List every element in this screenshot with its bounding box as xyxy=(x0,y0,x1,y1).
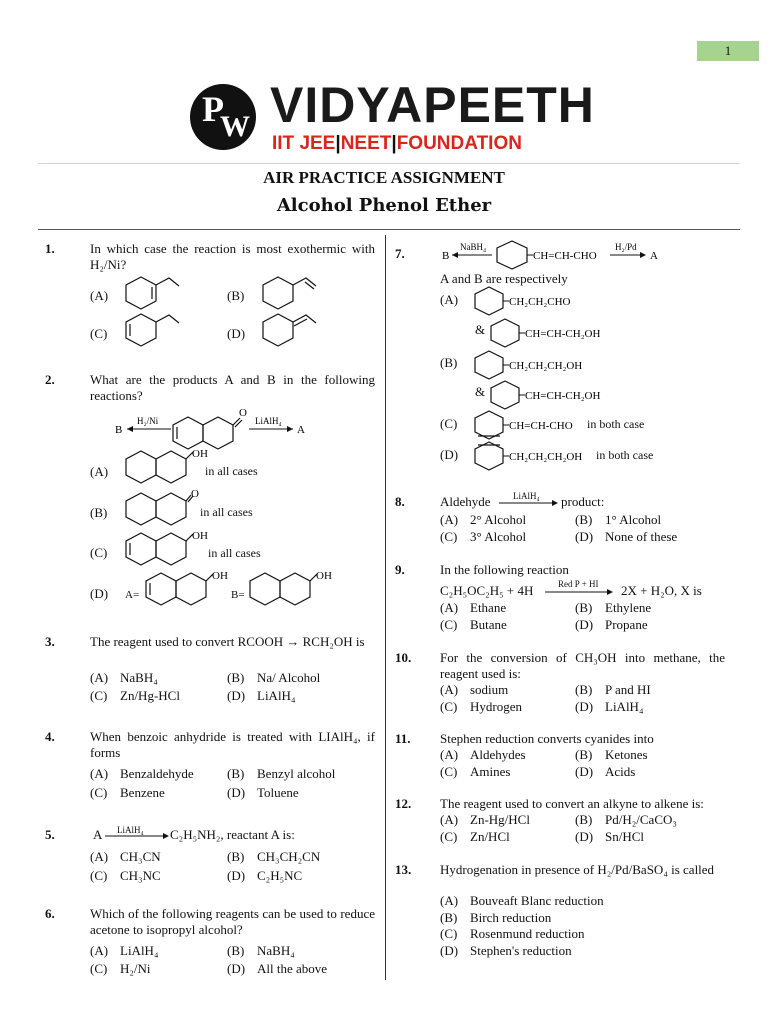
option-text: 2° Alcohol xyxy=(470,512,527,527)
option-a xyxy=(440,747,526,763)
option-c xyxy=(440,529,526,545)
tagline-separator: | xyxy=(391,133,397,154)
decalone-structure xyxy=(121,490,211,530)
option-label: (B) xyxy=(227,670,245,685)
product-b-structure xyxy=(245,570,335,610)
option-label: (A) xyxy=(440,747,459,762)
vinylcyclohexane-structure xyxy=(258,274,333,314)
question-text: When benzoic anhydride is treated with LIAlH₄, if forms xyxy=(90,729,375,760)
option-label: (B) xyxy=(227,849,245,864)
option-text: Pd/H₂/CaCO₃ xyxy=(605,812,677,827)
option-label: (A) xyxy=(90,943,109,958)
side-chain: CH=CH-CH₂OH xyxy=(525,328,601,340)
question-number: 11. xyxy=(395,731,411,746)
option-label: (C) xyxy=(440,926,458,941)
methylcyclohexene-structure xyxy=(121,274,191,314)
option-c xyxy=(90,785,165,801)
ethylcyclohexene-structure xyxy=(121,311,191,351)
option-text: 3° Alcohol xyxy=(470,529,527,544)
option-text: Aldehydes xyxy=(470,747,526,762)
title-divider xyxy=(38,229,740,230)
question-7 xyxy=(395,238,730,478)
option-b xyxy=(575,512,661,528)
scheme-label-a: A xyxy=(650,250,658,262)
option-label: (D) xyxy=(575,529,594,544)
product-a-structure xyxy=(141,570,231,610)
hydroxyl-label: OH xyxy=(316,570,332,582)
option-label: (A) xyxy=(90,670,109,685)
side-chain: CH₂CH₂CH₂OH xyxy=(509,360,583,372)
option-label: (C) xyxy=(90,868,108,883)
question-text: What are the products A and B in the following reactions? xyxy=(90,372,375,403)
option-label: (A) xyxy=(440,812,459,827)
question-10 xyxy=(395,650,730,720)
option-label: (D) xyxy=(227,868,246,883)
question-text: In which case the reaction is most exothermic with H₂/Ni? xyxy=(90,241,375,272)
option-b-label: (B) xyxy=(227,288,245,303)
question-4 xyxy=(45,729,375,804)
option-label: (D) xyxy=(575,699,594,714)
option-text: sodium xyxy=(470,682,509,697)
reaction-arrow-icon xyxy=(105,831,170,841)
hydroxyl-label: OH xyxy=(212,570,228,582)
option-text: Zn/HCl xyxy=(470,829,510,844)
option-text: 1° Alcohol xyxy=(605,512,662,527)
q7-reaction-scheme xyxy=(440,238,670,272)
option-d-suffix: in both case xyxy=(596,448,654,462)
option-b-label: (B) xyxy=(440,355,458,370)
option-text: LiAlH₄ xyxy=(605,699,644,714)
option-d-label: (D) xyxy=(440,447,459,462)
page-title: AIR PRACTICE ASSIGNMENT xyxy=(263,168,505,187)
option-d xyxy=(227,688,295,704)
option-text: None of these xyxy=(605,529,678,544)
option-label: (B) xyxy=(575,512,593,527)
q2-reaction-scheme xyxy=(113,404,313,454)
q8-product: product: xyxy=(561,494,605,509)
option-d xyxy=(227,868,302,884)
option-c xyxy=(440,926,584,942)
question-8 xyxy=(395,488,730,548)
option-text: Ethylene xyxy=(605,600,652,615)
option-d xyxy=(227,785,299,801)
option-text: Zn/Hg-HCl xyxy=(120,688,180,703)
option-text: C₂H₅NC xyxy=(257,868,303,883)
option-a xyxy=(440,600,506,616)
option-d xyxy=(575,829,644,845)
option-d xyxy=(227,961,327,977)
cyclohexenyl-propenal-structure xyxy=(473,410,593,440)
option-label: (D) xyxy=(440,943,459,958)
option-d-b-label: B= xyxy=(231,589,245,601)
option-a xyxy=(440,512,526,528)
option-a-label: (A) xyxy=(440,292,459,307)
scheme-reagent-nabh4: NaBH₄ xyxy=(460,242,487,252)
option-label: (A) xyxy=(440,893,459,908)
option-label: (C) xyxy=(440,617,458,632)
option-text: CH₃CN xyxy=(120,849,161,864)
option-label: (B) xyxy=(440,910,458,925)
q5-product: C₂H₅NH₂, reactant A is: xyxy=(170,827,295,842)
q8-reactant: Aldehyde xyxy=(440,494,491,509)
scheme-reagent-h2pd: H₂/Pd xyxy=(615,242,637,252)
option-b xyxy=(227,849,320,865)
option-label: (B) xyxy=(575,747,593,762)
question-number: 10. xyxy=(395,650,412,665)
question-11 xyxy=(395,731,730,786)
question-text: For the conversion of CH₃OH into methane, the reagent used is: xyxy=(440,650,725,681)
scheme-chain: CH=CH-CHO xyxy=(533,250,597,262)
option-a xyxy=(90,766,194,782)
option-label: (C) xyxy=(90,688,108,703)
question-number: 7. xyxy=(395,246,405,261)
option-label: (A) xyxy=(440,682,459,697)
cyclohexyl-propanol-structure xyxy=(473,350,613,380)
question-number: 12. xyxy=(395,796,412,811)
option-b xyxy=(575,747,648,763)
option-text: All the above xyxy=(257,961,328,976)
option-text: H₂/Ni xyxy=(120,961,151,976)
option-c xyxy=(440,617,507,633)
question-text: Hydrogenation in presence of H₂/Pd/BaSO₄ is called xyxy=(440,862,715,877)
option-text: CH₃CH₂CN xyxy=(257,849,321,864)
question-5 xyxy=(45,822,375,887)
option-label: (A) xyxy=(90,766,109,781)
ampersand: & xyxy=(475,384,486,399)
option-d xyxy=(575,617,648,633)
option-d-label: (D) xyxy=(90,586,109,601)
option-text: Benzaldehyde xyxy=(120,766,194,781)
tagline-neet: NEET xyxy=(340,133,392,154)
question-number: 1. xyxy=(45,241,55,256)
option-c-label: (C) xyxy=(90,326,108,341)
option-a xyxy=(90,849,161,865)
reaction-arrow-icon xyxy=(545,587,615,597)
question-number: 13. xyxy=(395,862,412,877)
carbonyl-oxygen: O xyxy=(191,490,199,500)
ampersand: & xyxy=(475,322,486,337)
option-label: (D) xyxy=(575,829,594,844)
q9-reagent: Red P + HI xyxy=(558,579,599,589)
option-text: Propane xyxy=(605,617,648,632)
option-label: (C) xyxy=(440,699,458,714)
option-text: Toluene xyxy=(257,785,299,800)
ethylidenecyclohexane-structure xyxy=(258,311,333,351)
option-a xyxy=(440,682,508,698)
option-text: P and HI xyxy=(605,682,651,697)
option-a-suffix: in all cases xyxy=(205,464,258,478)
option-label: (D) xyxy=(227,785,246,800)
scheme-reagent-lialh4: LiAlH₄ xyxy=(255,416,282,426)
question-3 xyxy=(45,634,375,709)
option-c xyxy=(90,688,180,704)
question-1 xyxy=(45,241,375,356)
question-text: Which of the following reagents can be used to reduce acetone to isopropyl alcohol? xyxy=(90,906,375,937)
side-chain: CH=CH-CH₂OH xyxy=(525,390,601,402)
option-label: (A) xyxy=(440,512,459,527)
reaction-arrow-icon xyxy=(499,498,559,508)
option-c-suffix: in both case xyxy=(587,417,645,431)
option-label: (D) xyxy=(227,688,246,703)
tagline-foundation: FOUNDATION xyxy=(396,133,522,154)
option-c xyxy=(90,961,151,977)
question-number: 3. xyxy=(45,634,55,649)
page-subtitle: Alcohol Phenol Ether xyxy=(276,195,492,216)
question-text: Stephen reduction converts cyanides into xyxy=(440,731,654,746)
option-label: (D) xyxy=(575,764,594,779)
option-c-label: (C) xyxy=(90,545,108,560)
question-number: 6. xyxy=(45,906,55,921)
question-13 xyxy=(395,862,730,962)
hydroxyl-label: OH xyxy=(192,530,208,542)
option-text: Ketones xyxy=(605,747,648,762)
option-a xyxy=(90,943,158,959)
option-label: (D) xyxy=(575,617,594,632)
carbonyl-oxygen: O xyxy=(239,407,247,419)
question-text: The reagent used to convert RCOOH → RCH₂OH is xyxy=(90,634,365,649)
option-a-label: (A) xyxy=(90,288,109,303)
side-chain: CH₂CH₂CH₂OH xyxy=(509,451,583,463)
question-number: 9. xyxy=(395,562,405,577)
logo-letter-w: W xyxy=(220,110,250,143)
question-12 xyxy=(395,796,730,851)
side-chain: CH₂CH₂CHO xyxy=(509,296,571,308)
cyclohexyl-allyl-alcohol-structure xyxy=(489,318,629,348)
option-text: Bouveaft Blanc reduction xyxy=(470,893,604,908)
option-d xyxy=(575,699,643,715)
question-number: 2. xyxy=(45,372,55,387)
option-text: Benzene xyxy=(120,785,165,800)
q9-products: 2X + H₂O, X is xyxy=(621,583,702,598)
tagline-iitjee: IIT JEE xyxy=(272,133,336,154)
option-text: NaBH₄ xyxy=(257,943,295,958)
decalol-structure xyxy=(121,448,211,488)
option-c xyxy=(440,699,522,715)
side-chain: CH=CH-CHO xyxy=(509,420,573,432)
option-a xyxy=(90,670,158,686)
option-c xyxy=(440,829,510,845)
cyclohexyl-allyl-alcohol-structure xyxy=(489,380,629,410)
octalinol-structure xyxy=(121,530,211,570)
scheme-reagent-h2ni: H₂/Ni xyxy=(137,416,159,426)
cyclohexenyl-propanol-structure xyxy=(473,441,598,471)
question-6 xyxy=(45,906,375,981)
question-2 xyxy=(45,372,375,612)
pw-logo-icon xyxy=(190,84,256,150)
brand-name: VIDYAPEETH xyxy=(270,77,595,133)
vidyapeeth-logo xyxy=(190,77,595,160)
option-text: Na/ Alcohol xyxy=(257,670,321,685)
option-label: (C) xyxy=(440,829,458,844)
option-d xyxy=(575,764,635,780)
option-label: (A) xyxy=(90,849,109,864)
question-number: 4. xyxy=(45,729,55,744)
option-b xyxy=(575,682,651,698)
question-number: 8. xyxy=(395,494,405,509)
page-number: 1 xyxy=(697,41,759,61)
option-c xyxy=(440,764,510,780)
option-d xyxy=(440,943,572,959)
scheme-label-a: A xyxy=(297,424,305,436)
scheme-label-b: B xyxy=(442,250,450,262)
option-text: Benzyl alcohol xyxy=(257,766,336,781)
column-divider xyxy=(385,235,386,980)
option-label: (A) xyxy=(440,600,459,615)
q5-reagent: LiAlH₄ xyxy=(117,825,144,835)
option-text: Sn/HCl xyxy=(605,829,645,844)
option-c-suffix: in all cases xyxy=(208,546,261,560)
option-d xyxy=(575,529,677,545)
option-text: LiAlH₄ xyxy=(120,943,159,958)
option-b xyxy=(227,943,295,959)
option-d-a-label: A= xyxy=(125,589,140,601)
option-text: Rosenmund reduction xyxy=(470,926,585,941)
option-label: (C) xyxy=(440,764,458,779)
question-9 xyxy=(395,562,730,632)
option-c xyxy=(90,868,161,884)
option-text: Amines xyxy=(470,764,511,779)
option-label: (B) xyxy=(227,943,245,958)
option-label: (B) xyxy=(575,812,593,827)
option-a xyxy=(440,893,604,909)
option-label: (B) xyxy=(575,682,593,697)
option-label: (C) xyxy=(90,785,108,800)
scheme-label-b: B xyxy=(115,424,123,436)
tagline-separator: | xyxy=(335,133,341,154)
hydroxyl-label: OH xyxy=(192,448,208,460)
option-label: (B) xyxy=(575,600,593,615)
option-label: (D) xyxy=(227,961,246,976)
option-text: Birch reduction xyxy=(470,910,552,925)
option-b-label: (B) xyxy=(90,505,108,520)
option-b xyxy=(575,600,651,616)
option-b-suffix: in all cases xyxy=(200,505,253,519)
header-divider xyxy=(38,163,740,164)
option-label: (B) xyxy=(227,766,245,781)
cyclohexyl-propanal-structure xyxy=(473,286,603,316)
option-a xyxy=(440,812,530,828)
option-text: Zn-Hg/HCl xyxy=(470,812,530,827)
question-text: The reagent used to convert an alkyne to alkene is: xyxy=(440,796,704,811)
option-text: Acids xyxy=(605,764,636,779)
logo-letter-p: P xyxy=(202,89,224,129)
option-text: Stephen's reduction xyxy=(470,943,572,958)
q9-reactants: C₂H₅OC₂H₅ + 4H xyxy=(440,583,534,598)
option-b xyxy=(227,766,335,782)
option-b xyxy=(227,670,320,686)
option-text: Ethane xyxy=(470,600,507,615)
question-text: A and B are respectively xyxy=(440,271,568,286)
q8-reagent: LiAlH₄ xyxy=(513,491,540,501)
option-d-label: (D) xyxy=(227,326,246,341)
question-number: 5. xyxy=(45,827,55,842)
option-b xyxy=(440,910,551,926)
question-text: In the following reaction xyxy=(440,562,569,577)
option-text: NaBH₄ xyxy=(120,670,158,685)
brand-tagline xyxy=(272,133,522,155)
option-b xyxy=(575,812,677,828)
q5-reactant: A xyxy=(93,827,103,842)
option-a-label: (A) xyxy=(90,464,109,479)
option-text: CH₃NC xyxy=(120,868,161,883)
option-text: Hydrogen xyxy=(470,699,522,714)
option-text: Butane xyxy=(470,617,507,632)
option-label: (C) xyxy=(440,529,458,544)
option-c-label: (C) xyxy=(440,416,458,431)
option-text: LiAlH₄ xyxy=(257,688,296,703)
option-label: (C) xyxy=(90,961,108,976)
